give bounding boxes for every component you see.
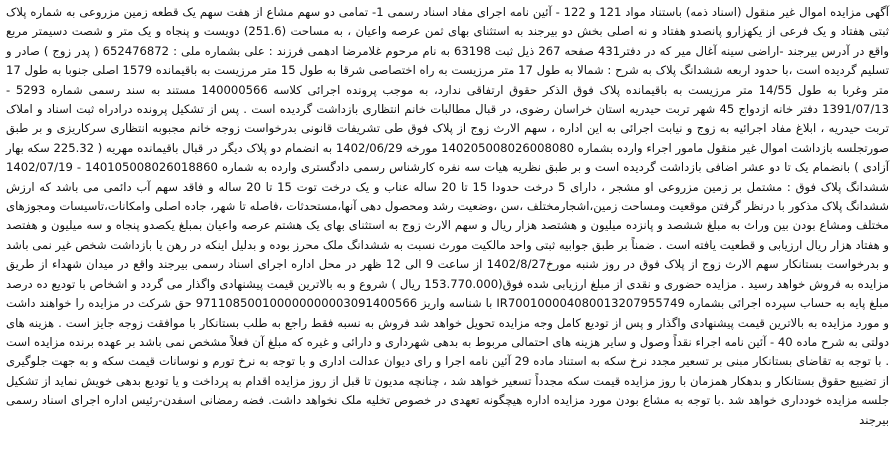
notice-body-text: آگهی مزایده اموال غیر منقول (اسناد ذمه) باستناد مواد 121 و 122 - آئین نامه اجرای مفاد اسناد رسمی 1- تمامی دو سهم مشاع از هفت سهم یک قطعه زمین مزروعی به شماره پلاک ثبتی هفتاد و یک فرعی از یکهزارو پانصدو هفتاد و نه اصلی بخش دو بیرجند به استثنای بهای ثمن عرصه واعیان ، به مساحت (251.6) دویست و پنجاه و یک متر و شصت دسیمتر مربع واقع در آدرس بیرجند -اراضی سینه آغال میر که در دفتر431 صفحه 267 ذیل ثبت 63198 به نام مرحوم غلامرضا ادهمی فرزند : علی بشماره ملی : 652476872 ( پدر زوج ) صادر و تسلیم گردیده است ،با حدود اربعه ششدانگ پلاک به شرح : شمالا به طول 17 متر مرزیست به راه اختصاصی شرقا به طول 15 متر مرزیست به باقیمانده 1579 اصلی جنوبا به طول 17 متر وغربا به طول 14/55 متر مرزیست به باقیمانده پلاک فوق الذکر حقوق ارتفاقی ندارد، به موجب پرونده اجرائی کلاسه 140000566 مستند به سند رسمی شماره 5293 - 1391/07/13 دفتر خانه ازدواج 45 شهر تربت حیدریه استان خراسان رضوی، در قبال مطالبات خانم انتظاری بازداشت گردیده است . پس از تشکیل پرونده درادراه ثبت اسناد و املاک تربت حیدریه ، ابلاغ مفاد اجرائیه به زوج و نیابت اجرائی به این اداره ، سهم الارث زوج از پلاک فوق طی تشریفات قانونی بدرخواست زوجه خانم مجبوبه انتظاری سرکاریزی و بر طبق صورتجلسه بازداشت اموال غیر منقول مامور اجراء وارده بشماره 140205008026008080 مورخه 1402/06/29 به انضمام دو پلاک دیگر در قبال باقیمانده مهریه ( 225.32 سکه بهار آزادی ) بانضمام یک تا دو عشر اضافی بازداشت گردیده است و بر طبق نظریه هیات سه نفره کارشناس رسمی دادگستری وارده به شماره 140105008026018860 - 1402/07/19 ششدانگ پلاک فوق : مشتمل بر زمین مزروعی او مشجر ، دارای 5 درخت حدودا 15 تا 20 ساله عناب و یک درخت توت 15 تا 20 ساله و فاقد سهم آب دائمی می باشد که ارزش ششدانگ پلاک مذکور با درنظر گرفتن موقعیت ومساحت زمین،اشجارمختلف ،سن ،وضعیت رشد ومحصول دهی آنها،مستحدثات ،فاصله تا شهر، جاده اصلی وامکانات،تاسیسات ومجوزهای مختلف ومشاع بودن بین وراث به مبلغ ششصد و پانزده میلیون و هشتصد هزار ریال و سهم الارث زوج به استثنای بهای یک هشتم عرصه واعیان بمبلغ یکصدو پنجاه و سه میلیون و هفتصد و هفتاد هزار ریال ارزیابی و قطعیت یافته است . ضمناً بر طبق جوابیه ثبتی واحد مالکیت مورث نسبت به ششدانگ ملک محرز بوده و بدلیل اینکه در رهن یا بازداشت شخص غیر نمی باشد و بدرخواست بستانکار سهم الارث زوج از پلاک فوق در روز شنبه مورخ1402/8/27 از ساعت 9 الی 12 ظهر در محل اداره اجرای اسناد رسمی بیرجند واقع در میدان شهداء از طریق مزایده به فروش خواهد رسید . مزایده حضوری و نقدی از مبلغ ارزیابی شده فوق(153.770.000 ریال ) شروع و به بالاترین قیمت پیشنهادی واگذار می گردد و اشخاص با تودیع ده درصد مبلغ پایه به حساب سپرده اجرائی بشماره IR700100004080013207955749 با شناسه واریز 971108500100000000003091400566 حق شرکت در مزایده را خواهند داشت و مورد مزایده به بالاترین قیمت پیشنهادی واگذار و پس از تودیع کامل وجه مزایده تحویل خواهد شد فروش به نسبه فقط راجع به طلب بستانکار با موافقت زوجه جایز است . هزینه های دولتی به شرح ماده 40 - آئین نامه اجراء نقداً وصول و سایر هزینه های احتمالی مربوط به بدهی شهرداری و دارائی و غیره که مبلغ آن فعلاً مشخص نمی باشد بر عهده برنده مزایده است . با توجه به تقاضای بستانکار مبنی بر تسعیر مجدد نرخ سکه به استناد ماده 29 آئین نامه اجرا و رای دیوان عدالت اداری و با توجه به نرخ تورم و نوسانات قیمت سکه و به جهت جلوگیری از تضییع حقوق بستانکار و بدهکار همزمان با روز مزایده قیمت سکه مجدداً تسعیر خواهد شد ، چنانچه مدیون تا قبل از روز مزایده اقدام به پرداخت و یا تودیع بدهی خویش نماید از تشکیل جلسه مزایده خودداری خواهد شد .با توجه به مشاع بودن مورد مزایده اداره هیچگونه تعهدی در خصوص تخلیه ملک نخواهد داشت. فضه رمضانی اسفدن-رئیس اداره اجرای اسناد رسمی بیرجند xyxy=(6,5,889,427)
